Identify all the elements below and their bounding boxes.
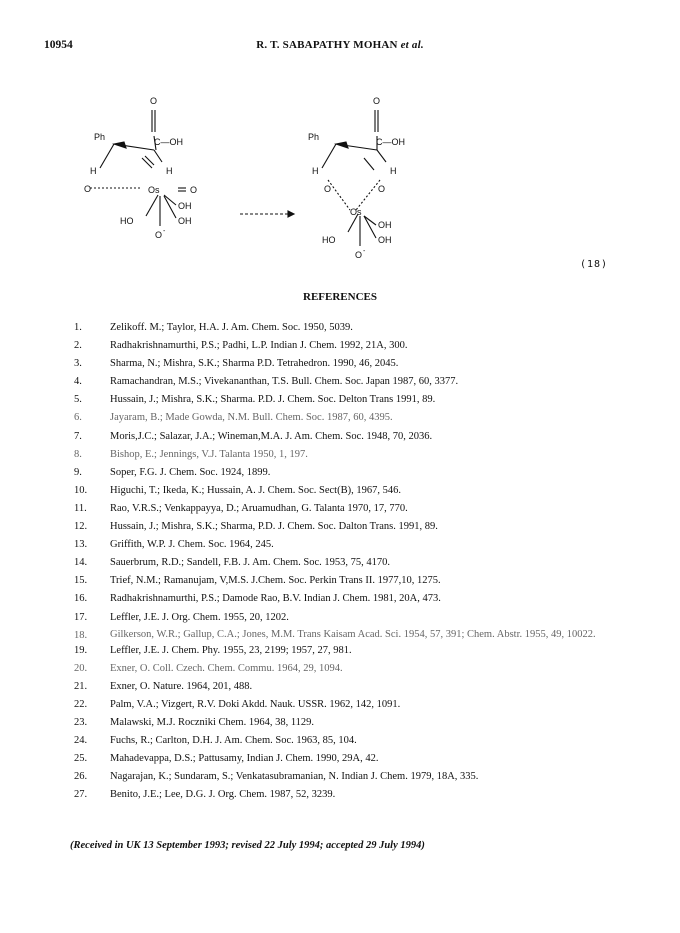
left-carbonyl-o: O [150, 96, 158, 106]
right-ph: Ph [308, 132, 320, 142]
reference-number: 8. [74, 448, 82, 460]
reference-number: 17. [74, 611, 88, 623]
reference-text: Soper, F.G. J. Chem. Soc. 1924, 1899. [110, 466, 271, 478]
reference-text: Griffith, W.P. J. Chem. Soc. 1964, 245. [110, 539, 274, 551]
right-carbonyl-o: O [373, 96, 381, 106]
reference-number: 18. [74, 629, 88, 641]
received-dates: (Received in UK 13 September 1993; revised 22 July 1994; accepted 29 July 1994) [70, 840, 425, 851]
reference-number: 20. [74, 662, 88, 674]
reference-text: Ramachandran, M.S.; Vivekananthan, T.S. Bull. Chem. Soc. Japan 1987, 60, 3377. [110, 376, 459, 388]
running-head [0, 39, 680, 51]
left-o-left: O [84, 184, 92, 194]
reference-number: 12. [74, 521, 88, 533]
reference-item [0, 482, 680, 500]
reference-number: 26. [74, 771, 88, 783]
left-oh-1: OH [178, 201, 192, 211]
reference-number: 11. [74, 502, 87, 514]
reference-item [0, 678, 680, 696]
reference-text: Jayaram, B.; Made Gowda, N.M. Bull. Chem. Soc. 1987, 60, 4395. [110, 412, 393, 424]
equation-number: (18) [580, 259, 609, 270]
right-h-left: H [312, 166, 319, 176]
reference-text: Zelikoff. M.; Taylor, H.A. J. Am. Chem. Soc. 1950, 5039. [110, 322, 353, 333]
reference-item [0, 373, 680, 391]
reference-text: Mahadevappa, D.S.; Pattusamy, Indian J. Chem. 1990, 29A, 42. [110, 753, 379, 765]
references-heading: REFERENCES [303, 291, 377, 303]
reference-item [0, 536, 680, 554]
reference-item [0, 355, 680, 373]
left-o-minus: O [155, 230, 163, 240]
page-number: 10954 [44, 39, 73, 51]
reference-text: Hussain, J.; Mishra, S.K.; Sharma, P.D. J. Chem. Soc. Dalton Trans. 1991, 89. [110, 521, 438, 533]
reference-text: Fuchs, R.; Carlton, D.H. J. Am. Chem. Soc. 1963, 85, 104. [110, 735, 357, 747]
right-h-right: H [390, 166, 397, 176]
reference-item [0, 500, 680, 518]
reference-number: 9. [74, 466, 82, 478]
reference-item [0, 428, 680, 446]
left-os: Os [148, 185, 160, 195]
reference-text: Nagarajan, K.; Sundaram, S.; Venkatasubramanian, N. Indian J. Chem. 1979, 18A, 335. [110, 771, 479, 783]
reference-item [0, 554, 680, 572]
reference-number: 1. [74, 322, 82, 333]
reference-number: 25. [74, 753, 88, 765]
reference-item [0, 572, 680, 590]
reference-text: Gilkerson, W.R.; Gallup, C.A.; Jones, M.M. Trans Kaisam Acad. Sci. 1954, 57, 391; Chem. Abstr. 1955, 49, 10022. [110, 628, 596, 640]
reference-item [0, 750, 680, 768]
reaction-scheme-drawing [80, 92, 620, 272]
reference-text: Rao, V.R.S.; Venkappayya, D.; Aruamudhan, G. Talanta 1970, 17, 770. [110, 502, 408, 514]
reference-text: Exner, O. Coll. Czech. Chem. Commu. 1964, 29, 1094. [110, 662, 343, 674]
reference-item [0, 786, 680, 804]
reference-item [0, 446, 680, 464]
reference-number: 15. [74, 575, 88, 587]
reference-item [0, 660, 680, 678]
reference-text: Hussain, J.; Mishra, S.K.; Sharma. P.D. J. Chem. Soc. Delton Trans 1991, 89. [110, 394, 436, 406]
running-head-et-al: et al. [400, 39, 424, 51]
right-o-minus: O [355, 250, 363, 260]
reference-item [0, 518, 680, 536]
reference-text: Sauerbrum, R.D.; Sandell, F.B. J. Am. Chem. Soc. 1953, 75, 4170. [110, 557, 391, 569]
right-cooh: C—OH [376, 137, 405, 147]
reference-text: Moris,J.C.; Salazar, J.A.; Wineman,M.A. J. Am. Chem. Soc. 1948, 70, 2036. [110, 430, 433, 442]
reference-text: Sharma, N.; Mishra, S.K.; Sharma P.D. Tetrahedron. 1990, 46, 2045. [110, 358, 399, 370]
reference-number: 7. [74, 430, 82, 442]
reference-number: 24. [74, 735, 88, 747]
right-oh-1: OH [378, 220, 392, 230]
reference-item [0, 768, 680, 786]
reference-number: 5. [74, 394, 82, 406]
reference-number: 3. [74, 358, 82, 370]
right-o-left: O [324, 184, 332, 194]
reference-number: 21. [74, 680, 88, 692]
reference-number: 16. [74, 593, 88, 605]
reference-number: 6. [74, 412, 82, 424]
left-ph: Ph [94, 132, 106, 142]
right-os: Os [350, 207, 362, 217]
reference-item [0, 319, 680, 337]
reference-text: Bishop, E.; Jennings, V.J. Talanta 1950, 1, 197. [110, 448, 308, 460]
reference-text: Exner, O. Nature. 1964, 201, 488. [110, 680, 253, 692]
reference-number: 27. [74, 789, 88, 801]
reference-number: 4. [74, 376, 82, 388]
reference-text: Palm, V.A.; Vizgert, R.V. Doki Akdd. Nauk. USSR. 1962, 142, 1091. [110, 698, 401, 710]
reference-item [0, 732, 680, 750]
reference-number: 19. [74, 644, 88, 656]
left-h-left: H [90, 166, 97, 176]
left-h-right: H [166, 166, 173, 176]
reference-item [0, 714, 680, 732]
reference-number: 2. [74, 340, 82, 352]
reference-item [0, 337, 680, 355]
reference-item [0, 464, 680, 482]
reference-text: Higuchi, T.; Ikeda, K.; Hussain, A. J. Chem. Soc. Sect(B), 1967, 546. [110, 484, 401, 496]
reference-text: Radhakrishnamurthi, P.S.; Padhi, L.P. Indian J. Chem. 1992, 21A, 300. [110, 340, 408, 352]
reference-item [0, 696, 680, 714]
reference-item [0, 590, 680, 608]
left-oh-2: OH [178, 216, 192, 226]
reference-number: 22. [74, 698, 88, 710]
left-ho: HO [120, 216, 134, 226]
reference-text: Trief, N.M.; Ramanujam, V,M.S. J.Chem. Soc. Perkin Trans II. 1977,10, 1275. [110, 575, 441, 587]
reference-text: Benito, J.E.; Lee, D.G. J. Org. Chem. 1987, 52, 3239. [110, 789, 336, 801]
left-charge: - [163, 228, 166, 235]
right-o-right: O [378, 184, 386, 194]
reference-number: 10. [74, 484, 88, 496]
right-charge: - [363, 248, 366, 255]
left-cooh: C—OH [154, 137, 183, 147]
reference-text: Malawski, M.J. Roczniki Chem. 1964, 38, 1129. [110, 716, 315, 728]
reference-number: 13. [74, 539, 88, 551]
reaction-scheme [80, 92, 620, 272]
reference-text: Radhakrishnamurthi, P.S.; Damode Rao, B.V. Indian J. Chem. 1981, 20A, 473. [110, 593, 441, 605]
reference-item [0, 609, 680, 627]
reference-number: 23. [74, 716, 88, 728]
reference-list [0, 319, 680, 804]
reference-item [0, 627, 680, 642]
running-head-authors: R. T. SABAPATHY MOHAN [256, 39, 398, 51]
right-oh-2: OH [378, 235, 392, 245]
reference-text: Leffler, J.E. J. Chem. Phy. 1955, 23, 2199; 1957, 27, 981. [110, 644, 352, 656]
left-o-right: O [190, 185, 198, 195]
reference-text: Leffler, J.E. J. Org. Chem. 1955, 20, 1202. [110, 611, 289, 623]
reference-item [0, 391, 680, 409]
reference-item [0, 642, 680, 660]
right-ho: HO [322, 235, 336, 245]
reference-number: 14. [74, 557, 88, 569]
reference-item [0, 409, 680, 427]
